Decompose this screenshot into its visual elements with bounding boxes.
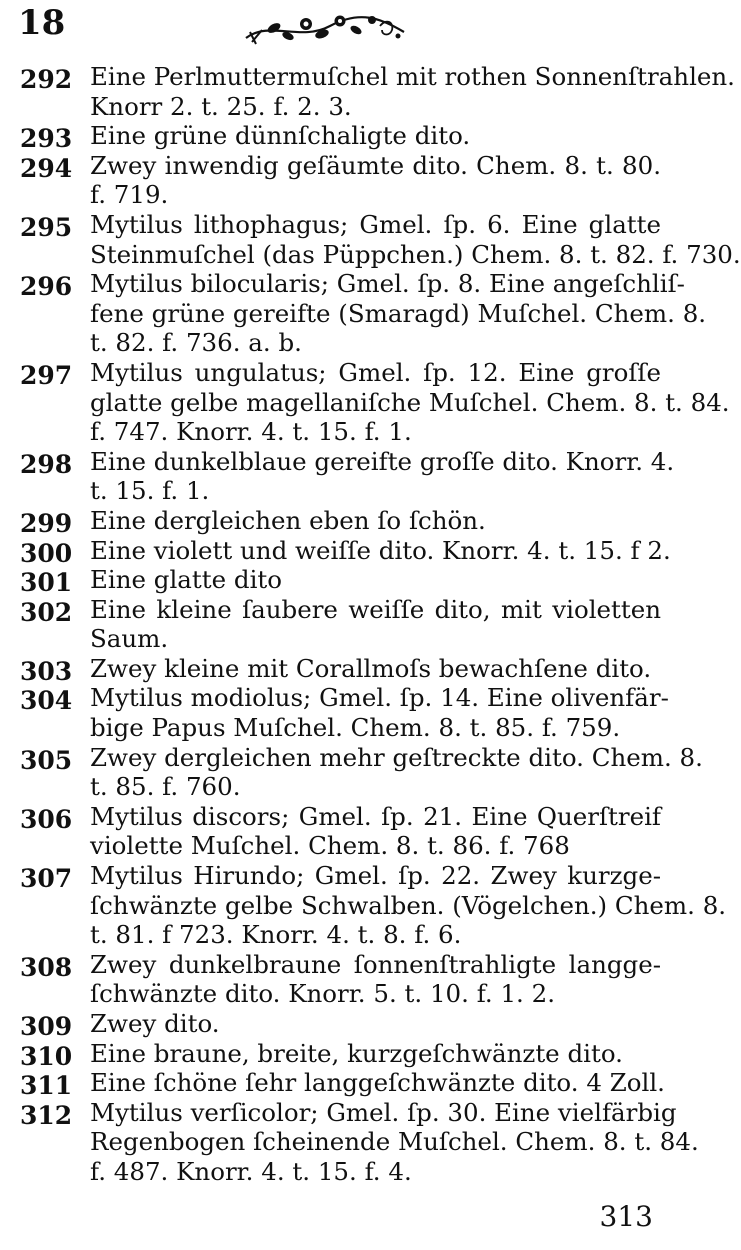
entry-number: 295 — [20, 212, 73, 242]
entry-number: 302 — [20, 597, 73, 627]
catalog-entry — [0, 1039, 675, 1069]
entry-line: ſchwänzte dito. Knorr. 5. t. 10. f. 1. 2. — [90, 979, 556, 1009]
entry-number: 307 — [20, 864, 73, 894]
catalog-entry — [0, 565, 675, 598]
entry-line: t. 85. f. 760. — [90, 772, 241, 802]
floral-vine-ornament — [240, 8, 410, 48]
entry-line: Zwey kleine mit Corallmoſs bewachſene dito. — [90, 653, 652, 683]
entry-number: 293 — [20, 124, 73, 154]
entry-line: Steinmuſchel (das Püppchen.) Chem. 8. t. 82. f. 730. — [90, 239, 741, 269]
entry-line: Eine braune, breite, kurzgeſchwänzte dito. — [90, 1038, 623, 1068]
entry-number: 292 — [20, 65, 73, 94]
entry-number: 301 — [20, 568, 73, 598]
catalog-entry — [0, 506, 675, 536]
catalog-entry — [0, 447, 675, 506]
entry-line: Mytilus lithophagus; Gmel. ſp. 6. Eine glatte — [90, 209, 661, 239]
entry-line: ſchwänzte gelbe Schwalben. (Vögelchen.) Chem. 8. — [90, 890, 727, 920]
entry-line: bige Papus Muſchel. Chem. 8. t. 85. f. 759. — [90, 713, 621, 743]
entry-line: Mytilus bilocularis; Gmel. ſp. 8. Eine angeſchliſ- — [90, 269, 685, 299]
entry-line: violette Muſchel. Chem. 8. t. 86. f. 768 — [90, 831, 570, 861]
catalog-entry — [0, 802, 675, 861]
catalog-entry — [0, 742, 703, 802]
entry-number: 297 — [20, 360, 73, 390]
entry-line: Eine glatte dito — [90, 565, 283, 595]
entry-line: Eine Perlmuttermuſchel mit rothen Sonnenſtrahlen. — [90, 62, 735, 91]
entry-number: 300 — [20, 538, 73, 568]
catalog-entry — [0, 1097, 699, 1187]
entry-number: 311 — [20, 1071, 73, 1101]
entry-number: 296 — [20, 272, 73, 302]
entry-number: 294 — [20, 153, 73, 183]
catalog-entry — [0, 151, 675, 210]
entry-line: Mytilus Hirundo; Gmel. ſp. 22. Zwey kurzge- — [90, 861, 661, 891]
catalog-entry — [0, 209, 741, 269]
catalog-entry — [0, 1068, 675, 1101]
entry-line: f. 487. Knorr. 4. t. 15. f. 4. — [90, 1156, 412, 1186]
entry-line: f. 747. Knorr. 4. t. 15. f. 1. — [90, 417, 412, 447]
entry-number: 305 — [20, 745, 73, 775]
entry-number: 299 — [20, 508, 73, 538]
catalog-entry — [0, 595, 675, 654]
entry-line: glatte gelbe magellaniſche Muſchel. Chem. 8. t. 84. — [90, 387, 730, 417]
entry-line: Knorr 2. t. 25. f. 2. 3. — [90, 91, 352, 121]
entry-number: 312 — [20, 1100, 73, 1130]
entry-line: Eine ſchöne ſehr langgeſchwänzte dito. 4 Zoll. — [90, 1068, 665, 1098]
entry-line: Mytilus verſicolor; Gmel. ſp. 30. Eine vielfärbig — [90, 1097, 677, 1127]
entry-number: 304 — [20, 686, 73, 716]
entry-line: Eine dunkelblaue gereifte groſſe dito. Knorr. 4. — [90, 446, 675, 476]
entry-line: Zwey dergleichen mehr geſtreckte dito. Chem. 8. — [90, 742, 703, 772]
entry-number: 298 — [20, 449, 73, 479]
entry-line: Mytilus ungulatus; Gmel. ſp. 12. Eine groſſe — [90, 357, 661, 387]
entry-line: Saum. — [90, 624, 169, 654]
catalog-entry — [0, 536, 675, 566]
entry-number: 306 — [20, 804, 73, 834]
entry-line: Mytilus discors; Gmel. ſp. 21. Eine Querſtreif — [90, 801, 661, 831]
catalog-entry — [0, 269, 707, 358]
entry-line: Eine violett und weiſſe dito. Knorr. 4. t. 15. f 2. — [90, 535, 671, 565]
catalog-entry — [0, 121, 675, 154]
entry-line: t. 15. f. 1. — [90, 476, 210, 506]
entry-line: Eine kleine ſaubere weiſſe dito, mit violetten — [90, 594, 661, 624]
entry-line: Zwey dito. — [90, 1009, 220, 1038]
entry-line: Zwey dunkelbraune ſonnenſtrahligte langge- — [90, 949, 661, 979]
entry-line: Eine dergleichen eben ſo ſchön. — [90, 505, 486, 535]
entry-number: 309 — [20, 1012, 73, 1041]
catalog-entry — [0, 861, 727, 950]
catalog-entry — [0, 654, 675, 684]
catchword: 313 — [599, 1200, 653, 1233]
entry-line: fene grüne gereifte (Smaragd) Muſchel. Chem. 8. — [90, 298, 707, 328]
catalog-entry — [0, 1009, 675, 1039]
entry-number: 308 — [20, 952, 73, 982]
catalog-entry — [0, 950, 675, 1009]
entry-line: f. 719. — [90, 180, 169, 210]
entry-line: Mytilus modiolus; Gmel. ſp. 14. Eine olivenfär- — [90, 683, 669, 713]
entry-number: 310 — [20, 1041, 73, 1071]
entry-line: t. 82. f. 736. a. b. — [90, 328, 302, 358]
catalog-entry — [0, 357, 730, 447]
entry-line: Eine grüne dünnſchaligte dito. — [90, 121, 471, 151]
catalog-entry — [0, 683, 675, 742]
entry-line: Zwey inwendig geſäumte dito. Chem. 8. t. 80. — [90, 150, 661, 180]
entry-line: t. 81. f 723. Knorr. 4. t. 8. f. 6. — [90, 920, 462, 950]
page-number: 18 — [18, 3, 66, 43]
catalog-entries — [0, 62, 741, 1187]
catalog-entry — [0, 62, 735, 121]
entry-line: Regenbogen ſcheinende Muſchel. Chem. 8. t. 84. — [90, 1127, 699, 1157]
entry-number: 303 — [20, 656, 73, 686]
